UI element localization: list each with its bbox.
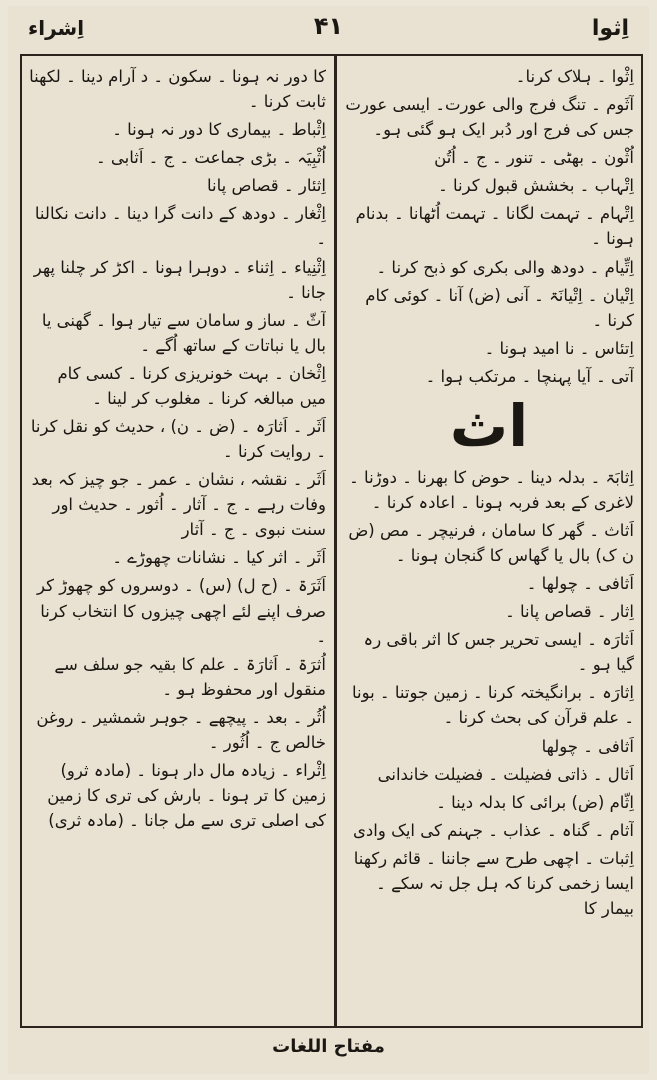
dictionary-entry: اِثّام (ض) برائی کا بدلہ دینا ۔ [436,792,634,812]
dictionary-entry: اَثَر ۔ اثر کیا ۔ نشانات چھوڑے ۔ [112,548,326,568]
dictionary-entry: اِتْیان ۔ اِتْیانَۃ ۔ آنی (ض) آنا ۔ کوئی کام کرنا ۔ [365,285,634,330]
page-header [8,12,649,52]
dictionary-entry: اَثارَہ ۔ ایسی تحریر جس کا اثر باقی رہ گیا ہو ۔ [363,630,634,675]
dictionary-entry: اِثْغار ۔ دودھ کے دانت گرا دینا ۔ دانت نکالنا ۔ [34,204,326,249]
dictionary-entry: آثَوم ۔ تنگ فرج والی عورت۔ ایسی عورت جس کی فرج اور دُبر ایک ہو گئی ہو۔ [345,95,634,140]
right-column [344,64,634,1019]
dictionary-entry: اِثابَۃ ۔ بدلہ دینا ۔ حوض کا بھرنا ۔ دوڑنا ۔ لاغری کے بعد فربہ ہونا ۔ اعادہ کرنا ۔ [349,467,634,512]
dictionary-entry: اَثَر ۔ اَثارَہ ۔ (ض ۔ ن) ، حدیث کو نقل کرنا ۔ روایت کرنا ۔ [30,417,326,462]
page-number: ۴۱ [313,12,344,40]
page-footer: مفتاح اللغات [272,1036,385,1057]
dictionary-entry: اِتْہام ۔ تہمت لگانا ۔ تہمت اُٹھانا ۔ بدنام ہونا ۔ [355,204,634,249]
dictionary-entry: اُثُر ۔ بعد ۔ پیچھے ۔ جوہر شمشیر ۔ روغن خالص ج ۔ اُثُور ۔ [36,707,326,752]
section-heading: اث [449,391,529,460]
left-column [28,64,326,1019]
dictionary-entry: اِثارَہ ۔ برانگیختہ کرنا ۔ زمین جوتنا ۔ بونا ۔ علم قرآن کی بحث کرنا ۔ [351,683,634,728]
dictionary-entry: اَثال ۔ ذاتی فضیلت ۔ فضیلت خاندانی [377,764,634,784]
header-guide-word-right: اِثوا [591,16,629,41]
dictionary-entry: اِتْہاب ۔ بخشش قبول کرنا ۔ [438,176,634,196]
dictionary-entry: اِثْباط ۔ بیماری کا دور نہ ہونا ۔ [112,120,326,140]
dictionary-entry: اَثافی ۔ چولھا [541,736,634,756]
header-guide-word-left: اِشراء [28,16,85,40]
dictionary-entry: اِثْنِیاء ۔ اِثناء ۔ دوہرا ہونا ۔ اکڑ کر چلنا پھر جانا ۔ [33,257,326,302]
dictionary-entry: اِثْراء ۔ زیادہ مال دار ہونا ۔ (مادہ ثرو) زمین کا تر ہونا ۔ بارش کی تری کا زمین کی اصلی تری سے مل جانا ۔ (مادہ ثری) [47,761,326,831]
column-divider [334,54,337,1028]
dictionary-entry: اَثافی ۔ چولھا ۔ [526,574,634,594]
dictionary-entry: اَثَرَۃ ۔ (ح ل) (س) ۔ دوسروں کو چھوڑ کر صرف اپنے لئے اچھی چیزوں کا انتخاب کرنا ۔ [37,576,326,646]
dictionary-entry: اَثَر ۔ نقشہ ، نشان ۔ عمر ۔ جو چیز کہ بعد وفات رہے ۔ ج ۔ آثار ۔ اُثور ۔ حدیث اور سنت نبوی ۔ ج ۔ آثار [31,470,326,540]
dictionary-entry: اِثْوا ۔ ہلاک کرنا۔ [515,67,634,86]
dictionary-entry: اِتئاس ۔ نا امید ہونا ۔ [484,338,634,358]
dictionary-entry: کا دور نہ ہونا ۔ سکون ۔ د آرام دینا ۔ لکھنا ثابت کرنا ۔ [29,67,326,112]
dictionary-entry: آثّ ۔ ساز و سامان سے تیار ہوا ۔ گھنی یا بال یا نباتات کے ساتھ اُگے ۔ [41,310,326,355]
dictionary-entry: اُثرَۃ ۔ اَثارَۃ ۔ علم کا بقیہ جو سلف سے منقول اور محفوظ ہو ۔ [54,654,326,699]
dictionary-entry: اُثْبِیَہ ۔ بڑی جماعت ۔ ج ۔ اَثابی ۔ [95,148,326,168]
dictionary-entry: آتی ۔ آیا پہنچا ۔ مرتکب ہوا ۔ [425,366,634,386]
dictionary-entry: اِثبات ۔ اچھی طرح سے جاننا ۔ قائم رکھنا ایسا زخمی کرنا کہ ہل جل نہ سکے ۔ بیمار کا [353,848,634,918]
dictionary-entry: اِثار ۔ قصاص پانا ۔ [505,602,634,622]
dictionary-entry: اَثاث ۔ گھر کا سامان ، فرنیچر ۔ مص (ض ن ک) بال یا گھاس کا گنجان ہونا ۔ [348,520,634,565]
dictionary-entry: اِثْخان ۔ بہت خونریزی کرنا ۔ کسی کام میں مبالغہ کرنا ۔ مغلوب کر لینا ۔ [57,363,326,408]
dictionary-entry: اِثئار ۔ قصاص پانا [207,176,326,196]
dictionary-entry: اِتِّیام ۔ دودھ والی بکری کو ذبح کرنا ۔ [376,257,634,277]
dictionary-page [8,6,649,1074]
dictionary-entry: آثام ۔ گناہ ۔ عذاب ۔ جہنم کی ایک وادی [353,820,634,840]
dictionary-entry: اُثْون ۔ بھٹی ۔ تنور ۔ ج ۔ اُتُن [434,148,634,168]
